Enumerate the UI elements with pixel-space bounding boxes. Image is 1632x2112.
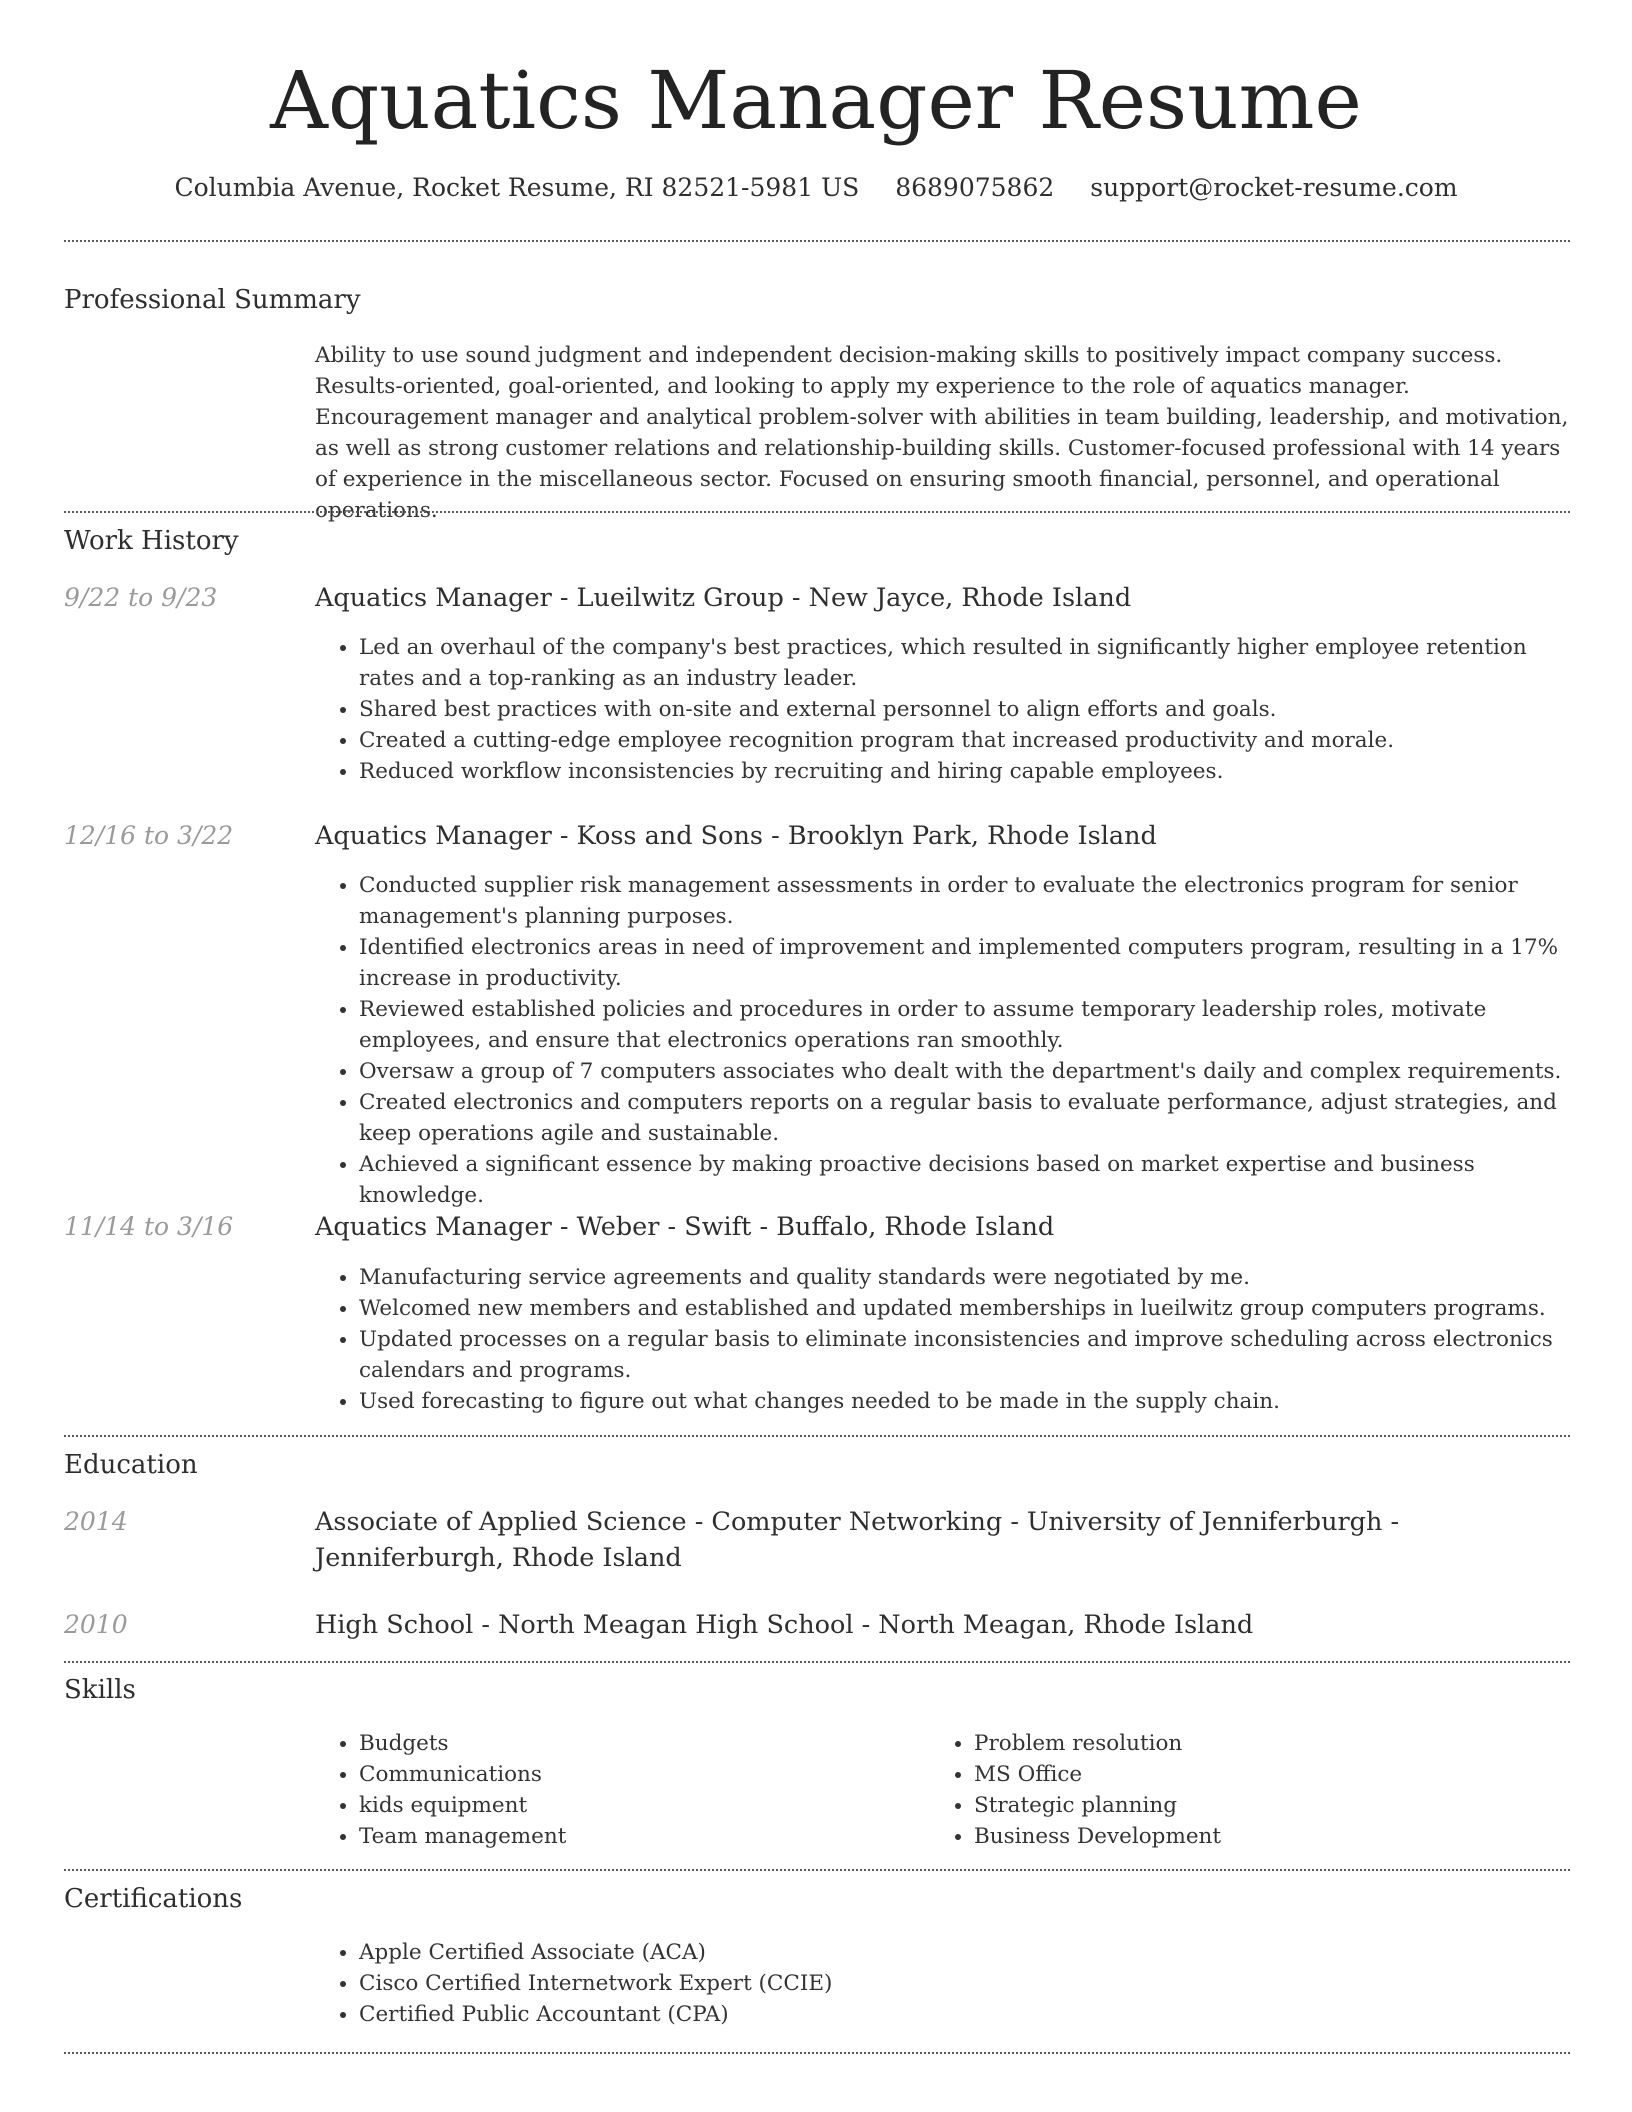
certifications-heading: Certifications [64,1884,243,1914]
list-item: • Team management [359,1821,566,1852]
contact-email: support@rocket-resume.com [1090,173,1458,202]
list-item: • Reduced workflow inconsistencies by recruiting and hiring capable employees. [359,756,1570,787]
summary-heading: Professional Summary [64,285,361,315]
job-title: Aquatics Manager - Weber - Swift - Buffalo, Rhode Island [315,1212,1055,1242]
certifications-list [315,1937,1570,2030]
list-item: • Problem resolution [974,1728,1221,1759]
list-item: • Communications [359,1759,566,1790]
list-item: • Reviewed established policies and procedures in order to assume temporary leadership roles, motivate employees, and ensure that electronics operations ran smoothly. [359,994,1570,1056]
job-dates: 9/22 to 9/23 [64,583,218,612]
section-divider [64,1869,1570,1871]
list-item: • Cisco Certified Internetwork Expert (CCIE) [359,1968,1570,1999]
job-title: Aquatics Manager - Koss and Sons - Brooklyn Park, Rhode Island [315,821,1157,851]
section-divider [64,240,1570,242]
list-item: • Led an overhaul of the company's best practices, which resulted in significantly higher employee retention rates and a top-ranking as an industry leader. [359,632,1570,694]
list-item: • Strategic planning [974,1790,1221,1821]
education-entry: High School - North Meagan High School - North Meagan, Rhode Island [315,1610,1254,1640]
skills-column-left [315,1728,566,1852]
job-bullets [315,1262,1570,1417]
work-history-heading: Work History [64,526,239,556]
education-year: 2010 [64,1610,128,1639]
list-item: • Business Development [974,1821,1221,1852]
section-divider [64,1435,1570,1437]
list-item: • Manufacturing service agreements and quality standards were negotiated by me. [359,1262,1570,1293]
list-item: • Identified electronics areas in need of improvement and implemented computers program, resulting in a 17% increase in productivity. [359,932,1570,994]
list-item: • kids equipment [359,1790,566,1821]
summary-text: Ability to use sound judgment and independent decision-making skills to positively impact company success. Results-oriented, goal-oriented, and looking to apply my experience to the role of aquatics manager. Encouragement manager and analytical problem-solver with abilities in team building, leadership, and motivation, as well as strong customer relations and relationship-building skills. Customer-focused professional with 14 years of experience in the miscellaneous sector. Focused on ensuring smooth financial, personnel, and operational operations. [315,343,1569,523]
section-divider [64,2052,1570,2054]
list-item: • Certified Public Accountant (CPA) [359,1999,1570,2030]
list-item: • Achieved a significant essence by making proactive decisions based on market expertise and business knowledge. [359,1149,1570,1211]
skills-column-right [930,1728,1221,1852]
contact-phone: 8689075862 [895,173,1055,202]
education-entry: Associate of Applied Science - Computer Networking - University of Jenniferburgh - Jenniferburgh, Rhode Island [315,1507,1400,1573]
contact-line [0,170,1632,206]
list-item: • Oversaw a group of 7 computers associates who dealt with the department's daily and complex requirements. [359,1056,1570,1087]
list-item: • Welcomed new members and established and updated memberships in lueilwitz group computers programs. [359,1293,1570,1324]
list-item: • Apple Certified Associate (ACA) [359,1937,1570,1968]
page-title: Aquatics Manager Resume [270,54,1362,147]
job-dates: 11/14 to 3/16 [64,1212,234,1241]
list-item: • MS Office [974,1759,1221,1790]
section-divider [64,511,1570,513]
job-title: Aquatics Manager - Lueilwitz Group - New Jayce, Rhode Island [315,583,1132,613]
list-item: • Updated processes on a regular basis to eliminate inconsistencies and improve scheduling across electronics calendars and programs. [359,1324,1570,1386]
skills-heading: Skills [64,1675,136,1705]
job-bullets [315,632,1570,787]
job-bullets [315,870,1570,1211]
list-item: • Budgets [359,1728,566,1759]
education-year: 2014 [64,1507,128,1536]
contact-address: Columbia Avenue, Rocket Resume, RI 82521-5981 US [174,173,860,202]
list-item: • Shared best practices with on-site and external personnel to align efforts and goals. [359,694,1570,725]
list-item: • Used forecasting to figure out what changes needed to be made in the supply chain. [359,1386,1570,1417]
job-dates: 12/16 to 3/22 [64,821,234,850]
section-divider [64,1661,1570,1663]
list-item: • Created electronics and computers reports on a regular basis to evaluate performance, adjust strategies, and keep operations agile and sustainable. [359,1087,1570,1149]
education-heading: Education [64,1450,198,1480]
list-item: • Conducted supplier risk management assessments in order to evaluate the electronics program for senior management's planning purposes. [359,870,1570,932]
list-item: • Created a cutting-edge employee recognition program that increased productivity and morale. [359,725,1570,756]
